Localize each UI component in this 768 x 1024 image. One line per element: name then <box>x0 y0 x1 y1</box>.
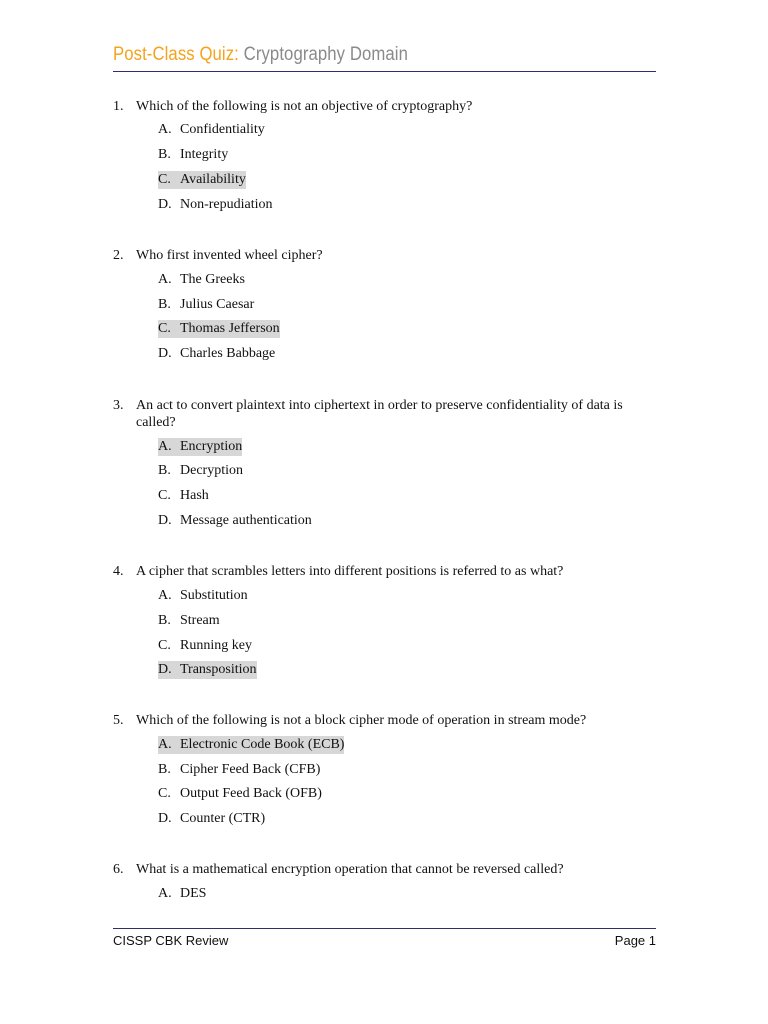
question-number: 6. <box>113 862 124 877</box>
option-letter: C. <box>158 638 171 653</box>
question-number: 2. <box>113 248 124 263</box>
option-letter: D. <box>158 346 172 361</box>
option-text: Electronic Code Book (ECB) <box>180 737 345 752</box>
option-text: Running key <box>180 638 252 653</box>
option-text: Hash <box>180 488 209 503</box>
option-text: Message authentication <box>180 513 312 528</box>
option-text: Charles Babbage <box>180 346 276 361</box>
option-d <box>158 345 275 363</box>
question-text: An act to convert plaintext into ciphertext in order to preserve confidentiality of data is called? <box>136 398 623 430</box>
option-a <box>158 587 248 605</box>
option-d-answer <box>158 661 257 679</box>
question-text: Which of the following is not a block cipher mode of operation in stream mode? <box>136 713 587 728</box>
page-title <box>113 44 408 66</box>
option-c-answer <box>158 171 246 189</box>
option-letter: B. <box>158 613 171 628</box>
option-a <box>158 885 206 903</box>
option-letter: A. <box>158 886 172 901</box>
question-number: 4. <box>113 564 124 579</box>
option-text: Non-repudiation <box>180 197 273 212</box>
option-letter: C. <box>158 321 171 336</box>
title-prefix: Post-Class Quiz: <box>113 44 239 65</box>
option-d <box>158 196 273 214</box>
option-b <box>158 612 220 630</box>
option-letter: A. <box>158 737 172 752</box>
footer-page-number: Page 1 <box>614 933 656 948</box>
option-a <box>158 121 265 139</box>
footer-document-title: CISSP CBK Review <box>113 933 229 948</box>
option-letter: C. <box>158 488 171 503</box>
option-a <box>158 271 245 289</box>
option-text: DES <box>180 886 207 901</box>
option-letter: B. <box>158 147 171 162</box>
option-letter: C. <box>158 172 171 187</box>
option-letter: A. <box>158 439 172 454</box>
option-text: Decryption <box>180 463 243 478</box>
option-letter: C. <box>158 786 171 801</box>
option-text: The Greeks <box>180 272 245 287</box>
title-subject: Cryptography Domain <box>243 44 408 65</box>
option-text: Substitution <box>180 588 248 603</box>
option-letter: D. <box>158 662 172 677</box>
page-header <box>113 44 656 72</box>
option-text: Cipher Feed Back (CFB) <box>180 762 321 777</box>
option-c <box>158 487 209 505</box>
question-text: Which of the following is not an objective of cryptography? <box>136 99 473 114</box>
option-letter: B. <box>158 762 171 777</box>
option-letter: A. <box>158 272 172 287</box>
option-b <box>158 761 320 779</box>
option-letter: D. <box>158 197 172 212</box>
option-d <box>158 810 265 828</box>
option-b <box>158 146 228 164</box>
option-letter: B. <box>158 297 171 312</box>
option-text: Counter (CTR) <box>180 811 266 826</box>
option-c <box>158 637 252 655</box>
option-text: Julius Caesar <box>180 297 255 312</box>
question-number: 5. <box>113 713 124 728</box>
option-letter: A. <box>158 588 172 603</box>
question-number: 1. <box>113 99 124 114</box>
option-a-answer <box>158 736 344 754</box>
option-text: Transposition <box>180 662 257 677</box>
page-footer <box>113 928 656 951</box>
option-text: Availability <box>180 172 246 187</box>
option-text: Encryption <box>180 439 243 454</box>
question-text: A cipher that scrambles letters into different positions is referred to as what? <box>136 564 564 579</box>
option-d <box>158 512 312 530</box>
question-number: 3. <box>113 398 124 413</box>
question-text: What is a mathematical encryption operation that cannot be reversed called? <box>136 862 564 877</box>
option-letter: D. <box>158 513 172 528</box>
option-c-answer <box>158 320 280 338</box>
option-c <box>158 785 322 803</box>
option-a-answer <box>158 438 242 456</box>
option-letter: D. <box>158 811 172 826</box>
option-letter: B. <box>158 463 171 478</box>
option-text: Integrity <box>180 147 229 162</box>
option-text: Thomas Jefferson <box>180 321 280 336</box>
option-text: Output Feed Back (OFB) <box>180 786 322 801</box>
option-b <box>158 296 254 314</box>
option-b <box>158 462 243 480</box>
option-text: Stream <box>180 613 220 628</box>
question-text: Who first invented wheel cipher? <box>136 248 323 263</box>
option-letter: A. <box>158 122 172 137</box>
option-text: Confidentiality <box>180 122 265 137</box>
